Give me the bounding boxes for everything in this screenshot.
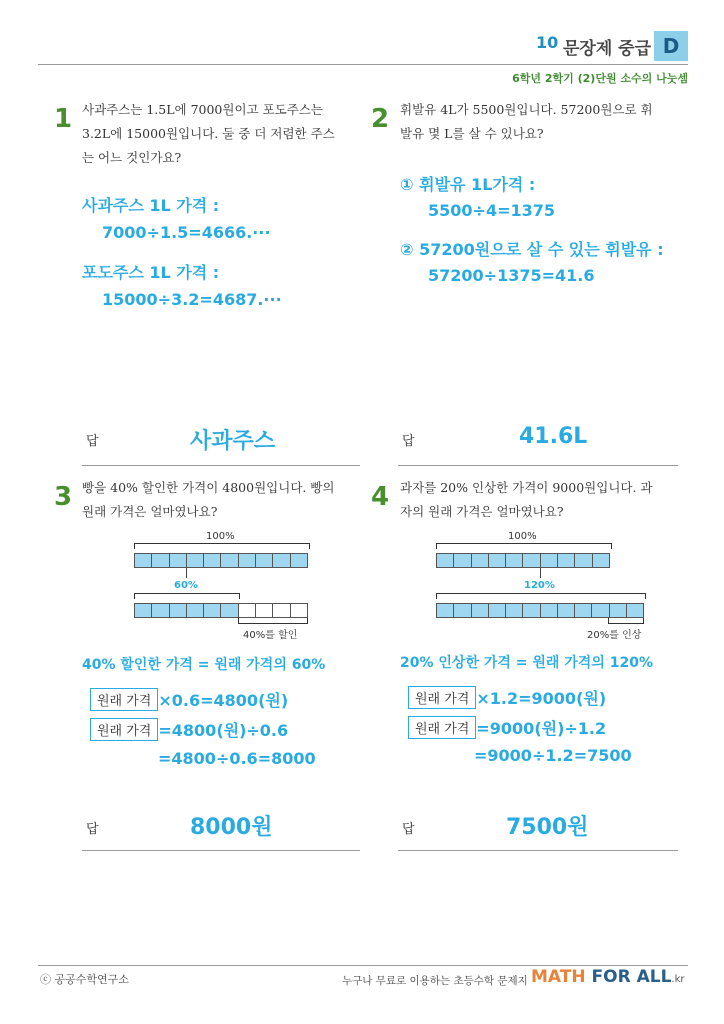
problem-text-line: 과자를 20% 인상한 가격이 9000원입니다. 과 bbox=[400, 480, 653, 495]
bar-cell bbox=[152, 604, 169, 617]
answer-label: 답 bbox=[402, 822, 415, 837]
bar-cell bbox=[489, 604, 506, 617]
bar-cell bbox=[256, 554, 273, 567]
bar-cell bbox=[489, 554, 506, 567]
bar-cell bbox=[454, 604, 471, 617]
bar-cell bbox=[523, 554, 540, 567]
diagram-full-bar bbox=[134, 553, 308, 568]
bar-cell bbox=[610, 604, 627, 617]
problem-1-step-2-label: 포도주스 1L 가격 : bbox=[82, 263, 220, 282]
bar-cell bbox=[239, 554, 256, 567]
problem-4-summary: 20% 인상한 가격 = 원래 가격의 120% bbox=[400, 655, 653, 671]
problem-text-line: 3.2L에 15000원입니다. 둘 중 더 저렴한 주스 bbox=[82, 126, 335, 141]
problem-1-step-1-calc: 7000÷1.5=4666.··· bbox=[102, 223, 271, 242]
bar-cell bbox=[204, 604, 221, 617]
bar-cell bbox=[575, 604, 592, 617]
problem-text-line: 빵을 40% 할인한 가격이 4800원입니다. 빵의 bbox=[82, 480, 335, 495]
logo-suffix: .kr bbox=[671, 974, 685, 985]
problem-3-equation-2 bbox=[90, 718, 288, 741]
bar-cell bbox=[170, 554, 187, 567]
diagram-top-label: 100% bbox=[206, 531, 235, 542]
diagram-bracket-label: 40%를 할인 bbox=[243, 630, 298, 641]
problem-text-line: 휘발유 4L가 5500원입니다. 57200원으로 휘 bbox=[400, 102, 653, 117]
bar-cell bbox=[273, 604, 290, 617]
equation-text: =4800(원)÷0.6 bbox=[158, 721, 289, 740]
bar-cell bbox=[523, 604, 540, 617]
problem-3-equation-1 bbox=[90, 688, 288, 711]
bar-cell bbox=[152, 554, 169, 567]
footer-divider bbox=[38, 965, 688, 966]
diagram-full-bar bbox=[436, 553, 610, 568]
bar-cell bbox=[627, 604, 643, 617]
header-divider bbox=[38, 64, 688, 65]
bar-cell bbox=[454, 554, 471, 567]
problem-2-step-1-label: ① 휘발유 1L가격 : bbox=[400, 175, 536, 194]
original-price-box: 원래 가격 bbox=[90, 718, 158, 741]
diagram-mid-label: 60% bbox=[174, 580, 198, 591]
diagram-top-label: 100% bbox=[508, 531, 537, 542]
problem-4-number: 4 bbox=[371, 482, 390, 512]
problem-2-step-2-calc: 57200÷1375=41.6 bbox=[428, 266, 595, 285]
down-arrow-icon bbox=[186, 568, 187, 578]
answer-label: 답 bbox=[86, 822, 99, 837]
bar-cell bbox=[256, 604, 273, 617]
equation-text: ×1.2=9000(원) bbox=[476, 689, 607, 708]
bar-cell bbox=[187, 554, 204, 567]
bar-cell bbox=[187, 604, 204, 617]
site-logo bbox=[531, 967, 685, 987]
original-price-box: 원래 가격 bbox=[408, 716, 476, 739]
worksheet-subtitle: 6학년 2학기 (2)단원 소수의 나눗셈 bbox=[512, 72, 688, 85]
problem-3-number: 3 bbox=[54, 482, 73, 512]
bar-cell bbox=[558, 604, 575, 617]
problem-4-equation-1 bbox=[408, 686, 606, 709]
bar-cell bbox=[135, 554, 152, 567]
down-arrow-icon bbox=[540, 568, 541, 578]
bar-cell bbox=[291, 604, 307, 617]
bar-cell bbox=[558, 554, 575, 567]
original-price-box: 원래 가격 bbox=[408, 686, 476, 709]
problem-text-line: 사과주스는 1.5L에 7000원이고 포도주스는 bbox=[82, 102, 323, 117]
logo-math: MATH bbox=[531, 967, 592, 987]
copyright: ⓒ 공공수학연구소 bbox=[40, 973, 129, 986]
original-price-box: 원래 가격 bbox=[90, 688, 158, 711]
problem-1-answer: 사과주스 bbox=[190, 429, 276, 454]
bar-cell bbox=[170, 604, 187, 617]
bar-cell bbox=[239, 604, 256, 617]
bar-cell bbox=[221, 554, 238, 567]
bar-cell bbox=[592, 604, 609, 617]
diagram-mid-bracket bbox=[436, 593, 646, 599]
problem-3-summary: 40% 할인한 가격 = 원래 가격의 60% bbox=[82, 657, 326, 673]
bar-cell bbox=[437, 554, 454, 567]
answer-line bbox=[82, 465, 360, 466]
bar-cell bbox=[575, 554, 592, 567]
diagram-bottom-bracket bbox=[608, 618, 644, 624]
answer-label: 답 bbox=[402, 434, 415, 449]
bar-cell bbox=[472, 554, 489, 567]
problem-2-step-2-label: ② 57200원으로 살 수 있는 휘발유 : bbox=[400, 240, 664, 259]
problem-text-line: 원래 가격은 얼마였나요? bbox=[82, 504, 218, 519]
problem-text-line: 발유 몇 L를 살 수 있나요? bbox=[400, 126, 544, 141]
bar-cell bbox=[541, 554, 558, 567]
bar-cell bbox=[593, 554, 609, 567]
equation-text: =9000(원)÷1.2 bbox=[476, 719, 607, 738]
answer-label: 답 bbox=[86, 434, 99, 449]
diagram-bracket-label: 20%를 인상 bbox=[587, 630, 642, 641]
diagram-top-bracket bbox=[134, 543, 310, 549]
bar-cell bbox=[506, 554, 523, 567]
diagram-top-bracket bbox=[436, 543, 612, 549]
answer-line bbox=[398, 465, 678, 466]
problem-2-answer: 41.6L bbox=[519, 424, 588, 449]
diagram-bottom-bracket bbox=[238, 618, 308, 624]
problem-2-number: 2 bbox=[371, 104, 390, 134]
bar-cell bbox=[273, 554, 290, 567]
problem-3-answer: 8000원 bbox=[190, 815, 273, 840]
problem-4-answer: 7500원 bbox=[506, 815, 589, 840]
footer-tagline: 누구나 무료로 이용하는 초등수학 문제지 bbox=[342, 975, 528, 987]
logo-for-all: FOR ALL bbox=[591, 967, 672, 987]
worksheet-title: 문장제 중급 bbox=[563, 39, 652, 59]
equation-text: ×0.6=4800(원) bbox=[158, 691, 289, 710]
diagram-mid-label: 120% bbox=[524, 580, 555, 591]
diagram-partial-bar bbox=[134, 603, 308, 618]
problem-1-step-2-calc: 15000÷3.2=4687.··· bbox=[102, 290, 282, 309]
bar-cell bbox=[135, 604, 152, 617]
bar-cell bbox=[437, 604, 454, 617]
problem-1-number: 1 bbox=[54, 104, 73, 134]
bar-cell bbox=[291, 554, 307, 567]
bar-cell bbox=[204, 554, 221, 567]
problem-1-step-1-label: 사과주스 1L 가격 : bbox=[82, 196, 220, 215]
bar-cell bbox=[541, 604, 558, 617]
problem-4-equation-2 bbox=[408, 716, 606, 739]
problem-2-step-1-calc: 5500÷4=1375 bbox=[428, 201, 556, 220]
bar-cell bbox=[221, 604, 238, 617]
answer-line bbox=[398, 850, 678, 851]
problem-2-text bbox=[400, 98, 682, 146]
problem-3-text bbox=[82, 476, 364, 524]
diagram-mid-bracket bbox=[134, 593, 240, 599]
level-badge: D bbox=[654, 31, 688, 61]
problem-1-text bbox=[82, 98, 364, 170]
problem-text-line: 는 어느 것인가요? bbox=[82, 150, 182, 165]
unit-number: 10 bbox=[536, 33, 559, 52]
diagram-extended-bar bbox=[436, 603, 644, 618]
problem-3-equation-3: =4800÷0.6=8000 bbox=[158, 749, 316, 768]
problem-4-text bbox=[400, 476, 682, 524]
problem-text-line: 자의 원래 가격은 얼마였나요? bbox=[400, 504, 564, 519]
answer-line bbox=[82, 850, 360, 851]
problem-4-equation-3: =9000÷1.2=7500 bbox=[474, 746, 632, 765]
bar-cell bbox=[472, 604, 489, 617]
bar-cell bbox=[506, 604, 523, 617]
